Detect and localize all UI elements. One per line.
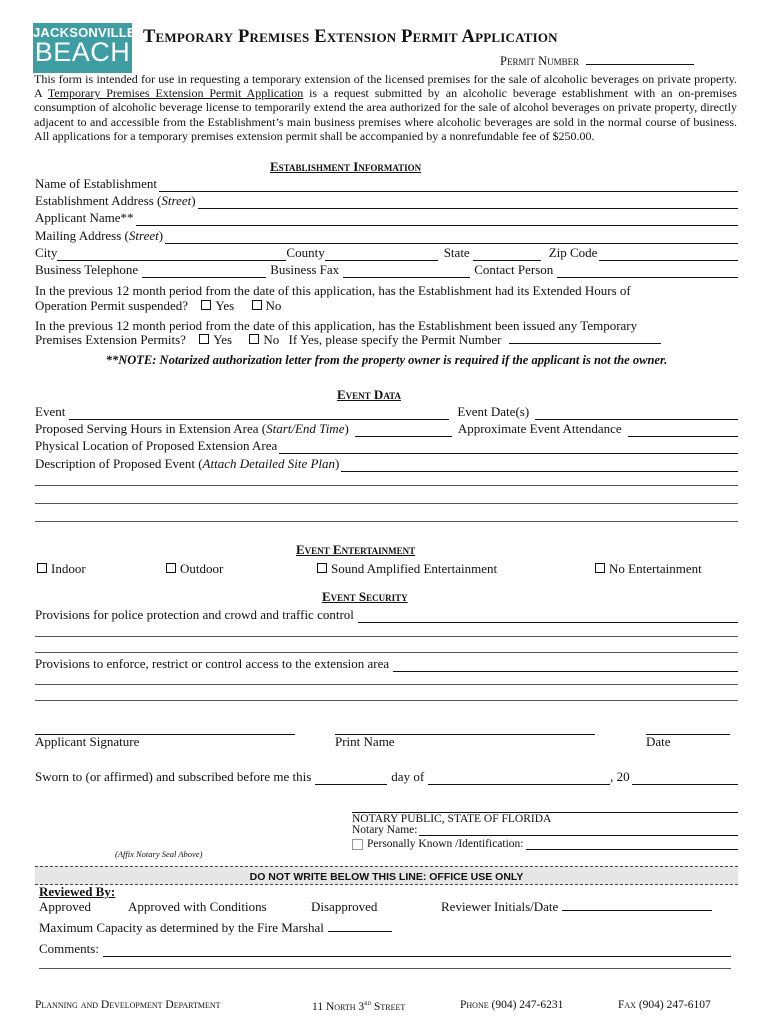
- sworn-label: Sworn to (or affirmed) and subscribed before me this: [35, 769, 312, 784]
- applicant-name-field[interactable]: [35, 210, 738, 226]
- event-data-heading: Event Data: [337, 387, 401, 402]
- sworn-day-line[interactable]: [315, 773, 387, 785]
- suspension-yes-label: Yes: [215, 298, 235, 313]
- prior-permits-yes-checkbox[interactable]: [199, 334, 209, 344]
- no-entertainment-option[interactable]: [595, 561, 702, 577]
- intro-text-1: This form is intended for use in requesting a temporary extension of the licensed premises for the sale of alcoholic beverages on private property. A: [34, 72, 737, 101]
- event-row: [35, 404, 738, 420]
- indoor-option[interactable]: [37, 561, 86, 577]
- event-description-field[interactable]: [35, 456, 738, 472]
- reviewer-initials-field[interactable]: [441, 899, 712, 915]
- suspension-question-line2: [35, 298, 281, 314]
- city-label: City: [35, 245, 58, 260]
- event-description-line-4[interactable]: [35, 521, 738, 522]
- attendance-line[interactable]: [628, 425, 738, 437]
- date-label: Date: [646, 734, 671, 749]
- logo-line2: BEACH: [34, 37, 131, 67]
- police-provisions-line-3[interactable]: [35, 652, 738, 653]
- prior-permits-question-line2: [35, 332, 661, 348]
- zip-label: Zip Code: [548, 245, 598, 260]
- suspension-no-label: No: [265, 298, 282, 313]
- event-description-line-3[interactable]: [35, 503, 738, 504]
- reviewed-by-label: Reviewed By:: [39, 884, 116, 899]
- police-provisions-field[interactable]: [35, 607, 738, 623]
- establishment-name-line[interactable]: [159, 180, 738, 192]
- suspension-question: In the previous 12 month period from the date of this application, has the Establishment had its Extended Hours of: [35, 283, 631, 298]
- footer-fax: Fax (904) 247-6107: [618, 999, 711, 1011]
- establishment-address-label: Establishment Address (Street): [35, 193, 196, 208]
- approved-label: Approved: [39, 899, 91, 914]
- suspension-question-text: Operation Permit suspended?: [35, 298, 189, 313]
- phone-fax-contact-row: [35, 262, 738, 278]
- intro-text-2: is a request submitted by an alcoholic beverage establishment with an on-premises consumption of alcoholic beverage license to temporarily extend the area authorized for the sale of alcohol beverages on private property, directly adjacent to and accessible from the Establishment’s main business premises where alcoholic beverages are sold in the normal course of business. All applications for a temporary premises extension permit shall be accompanied by a nonrefundable fee of $250.00.: [34, 86, 737, 143]
- county-label: County: [286, 245, 325, 260]
- prior-permits-yes-label: Yes: [213, 332, 233, 347]
- prior-permits-no-label: No: [263, 332, 280, 347]
- suspension-no-option[interactable]: [252, 298, 282, 313]
- county-line[interactable]: [325, 249, 438, 261]
- reviewer-initials-line[interactable]: [562, 899, 712, 911]
- business-telephone-label: Business Telephone: [35, 262, 139, 277]
- event-description-line-2[interactable]: [35, 485, 738, 486]
- prior-permits-no-checkbox[interactable]: [249, 334, 259, 344]
- mailing-address-field[interactable]: [35, 228, 738, 244]
- permit-number-field[interactable]: [500, 53, 694, 69]
- identification-label: Personally Known /Identification:: [367, 838, 524, 850]
- outdoor-option[interactable]: [166, 561, 223, 577]
- physical-location-line[interactable]: [279, 442, 738, 454]
- indoor-checkbox[interactable]: [37, 563, 47, 573]
- physical-location-field[interactable]: [35, 438, 738, 454]
- year-label: , 20: [610, 769, 630, 784]
- serving-hours-line[interactable]: [355, 425, 452, 437]
- applicant-signature-label: Applicant Signature: [35, 734, 140, 749]
- state-label: State: [443, 245, 470, 260]
- disapproved-label: Disapproved: [311, 899, 378, 914]
- city-line[interactable]: [57, 249, 286, 261]
- print-name-label: Print Name: [335, 734, 395, 749]
- max-capacity-line[interactable]: [328, 920, 392, 932]
- logo-line1: JACKSONVILLE: [33, 25, 136, 40]
- access-provisions-line-3[interactable]: [35, 700, 738, 701]
- prior-permits-question: In the previous 12 month period from the date of this application, has the Establishment been issued any Temporary: [35, 318, 638, 333]
- physical-location-label: Physical Location of Proposed Extension Area: [35, 438, 278, 453]
- establishment-name-field[interactable]: [35, 176, 738, 192]
- establishment-heading: Establishment Information: [270, 159, 422, 174]
- comments-label: Comments:: [39, 941, 99, 956]
- personally-known-checkbox[interactable]: [352, 839, 363, 850]
- reviewer-initials-label: Reviewer Initials/Date: [441, 899, 559, 914]
- no-entertainment-checkbox[interactable]: [595, 563, 605, 573]
- comments-field[interactable]: [39, 941, 731, 957]
- event-label: Event: [35, 404, 66, 419]
- jacksonville-beach-logo: [33, 23, 136, 73]
- footer-address: 11 North 3rd Street: [312, 999, 406, 1013]
- comments-line[interactable]: [103, 945, 731, 957]
- comments-line-2[interactable]: [39, 968, 731, 969]
- sound-amplified-checkbox[interactable]: [317, 563, 327, 573]
- security-heading: Event Security: [322, 589, 408, 604]
- event-description-label: Description of Proposed Event (Attach Detailed Site Plan): [35, 456, 340, 471]
- event-line[interactable]: [69, 408, 449, 420]
- mailing-address-line[interactable]: [165, 232, 738, 244]
- contact-person-label: Contact Person: [474, 262, 554, 277]
- sworn-month-line[interactable]: [428, 773, 610, 785]
- day-of-label: day of: [391, 769, 425, 784]
- approved-with-conditions-label: Approved with Conditions: [128, 899, 267, 914]
- sound-amplified-label: Sound Amplified Entertainment: [331, 561, 498, 576]
- max-capacity-label: Maximum Capacity as determined by the Fire Marshal: [39, 920, 324, 935]
- notary-name-line[interactable]: [419, 825, 738, 836]
- access-provisions-line-2[interactable]: [35, 684, 738, 685]
- intro-link: Temporary Premises Extension Permit Application: [47, 86, 304, 101]
- notary-title: NOTARY PUBLIC, STATE OF FLORIDA: [352, 813, 552, 825]
- serving-hours-label: Proposed Serving Hours in Extension Area (Start/End Time): [35, 421, 349, 436]
- prior-permits-question-text: Premises Extension Permits?: [35, 332, 186, 347]
- intro-paragraph: [34, 72, 737, 143]
- access-provisions-label: Provisions to enforce, restrict or control access to the extension area: [35, 656, 390, 671]
- notarization-note: **NOTE: Notarized authorization letter from the property owner is required if the applicant is not the owner.: [105, 353, 668, 367]
- serving-hours-row: [35, 421, 738, 437]
- access-provisions-field[interactable]: [35, 656, 738, 672]
- business-fax-line[interactable]: [343, 266, 470, 278]
- contact-person-line[interactable]: [557, 266, 738, 278]
- applicant-name-line[interactable]: [136, 214, 738, 226]
- event-description-line[interactable]: [341, 460, 738, 472]
- notary-name-field[interactable]: [352, 824, 738, 836]
- police-provisions-line[interactable]: [358, 611, 738, 623]
- permit-number-line[interactable]: [586, 53, 694, 65]
- no-entertainment-label: No Entertainment: [609, 561, 702, 576]
- identification-field[interactable]: [352, 838, 738, 850]
- suspension-no-checkbox[interactable]: [252, 300, 262, 310]
- business-telephone-line[interactable]: [142, 266, 266, 278]
- business-fax-label: Business Fax: [270, 262, 340, 277]
- notary-name-label: Notary Name:: [352, 824, 418, 836]
- page-title: Temporary Premises Extension Permit Application: [143, 27, 558, 47]
- outdoor-checkbox[interactable]: [166, 563, 176, 573]
- zip-line[interactable]: [599, 249, 738, 261]
- notary-seal-caption: (Affix Notary Seal Above): [115, 849, 203, 859]
- office-use-banner: DO NOT WRITE BELOW THIS LINE: OFFICE USE ONLY: [35, 866, 738, 885]
- suspension-yes-checkbox[interactable]: [201, 300, 211, 310]
- permit-number-label: Permit Number: [500, 54, 580, 68]
- establishment-address-field[interactable]: [35, 193, 738, 209]
- state-line[interactable]: [473, 249, 541, 261]
- identification-line[interactable]: [526, 839, 739, 850]
- sworn-statement-row: [35, 769, 738, 785]
- event-dates-line[interactable]: [535, 408, 738, 420]
- entertainment-heading: Event Entertainment: [296, 542, 416, 557]
- outdoor-label: Outdoor: [180, 561, 224, 576]
- mailing-address-label: Mailing Address (Street): [35, 228, 164, 243]
- establishment-address-line[interactable]: [198, 197, 738, 209]
- footer-phone: Phone (904) 247-6231: [460, 999, 564, 1011]
- police-provisions-label: Provisions for police protection and crowd and traffic control: [35, 607, 354, 622]
- sworn-year-line[interactable]: [632, 773, 738, 785]
- applicant-name-label: Applicant Name**: [35, 210, 134, 225]
- access-provisions-line[interactable]: [393, 660, 738, 672]
- permit-number-prompt: If Yes, please specify the Permit Number: [288, 332, 502, 347]
- office-use-divider: [35, 884, 738, 885]
- attendance-label: Approximate Event Attendance: [457, 421, 622, 436]
- city-county-state-zip-row: [35, 245, 738, 261]
- sound-amplified-option[interactable]: [317, 561, 497, 577]
- indoor-label: Indoor: [51, 561, 86, 576]
- prior-permits-no-option[interactable]: [249, 332, 279, 347]
- prior-permits-yes-option[interactable]: [199, 332, 232, 347]
- suspension-yes-option[interactable]: [201, 298, 234, 313]
- max-capacity-field[interactable]: [39, 920, 392, 936]
- prior-permit-number-line[interactable]: [509, 332, 661, 344]
- footer-department: Planning and Development Department: [35, 999, 221, 1011]
- establishment-name-label: Name of Establishment: [35, 176, 158, 191]
- event-dates-label: Event Date(s): [457, 404, 530, 419]
- police-provisions-line-2[interactable]: [35, 636, 738, 637]
